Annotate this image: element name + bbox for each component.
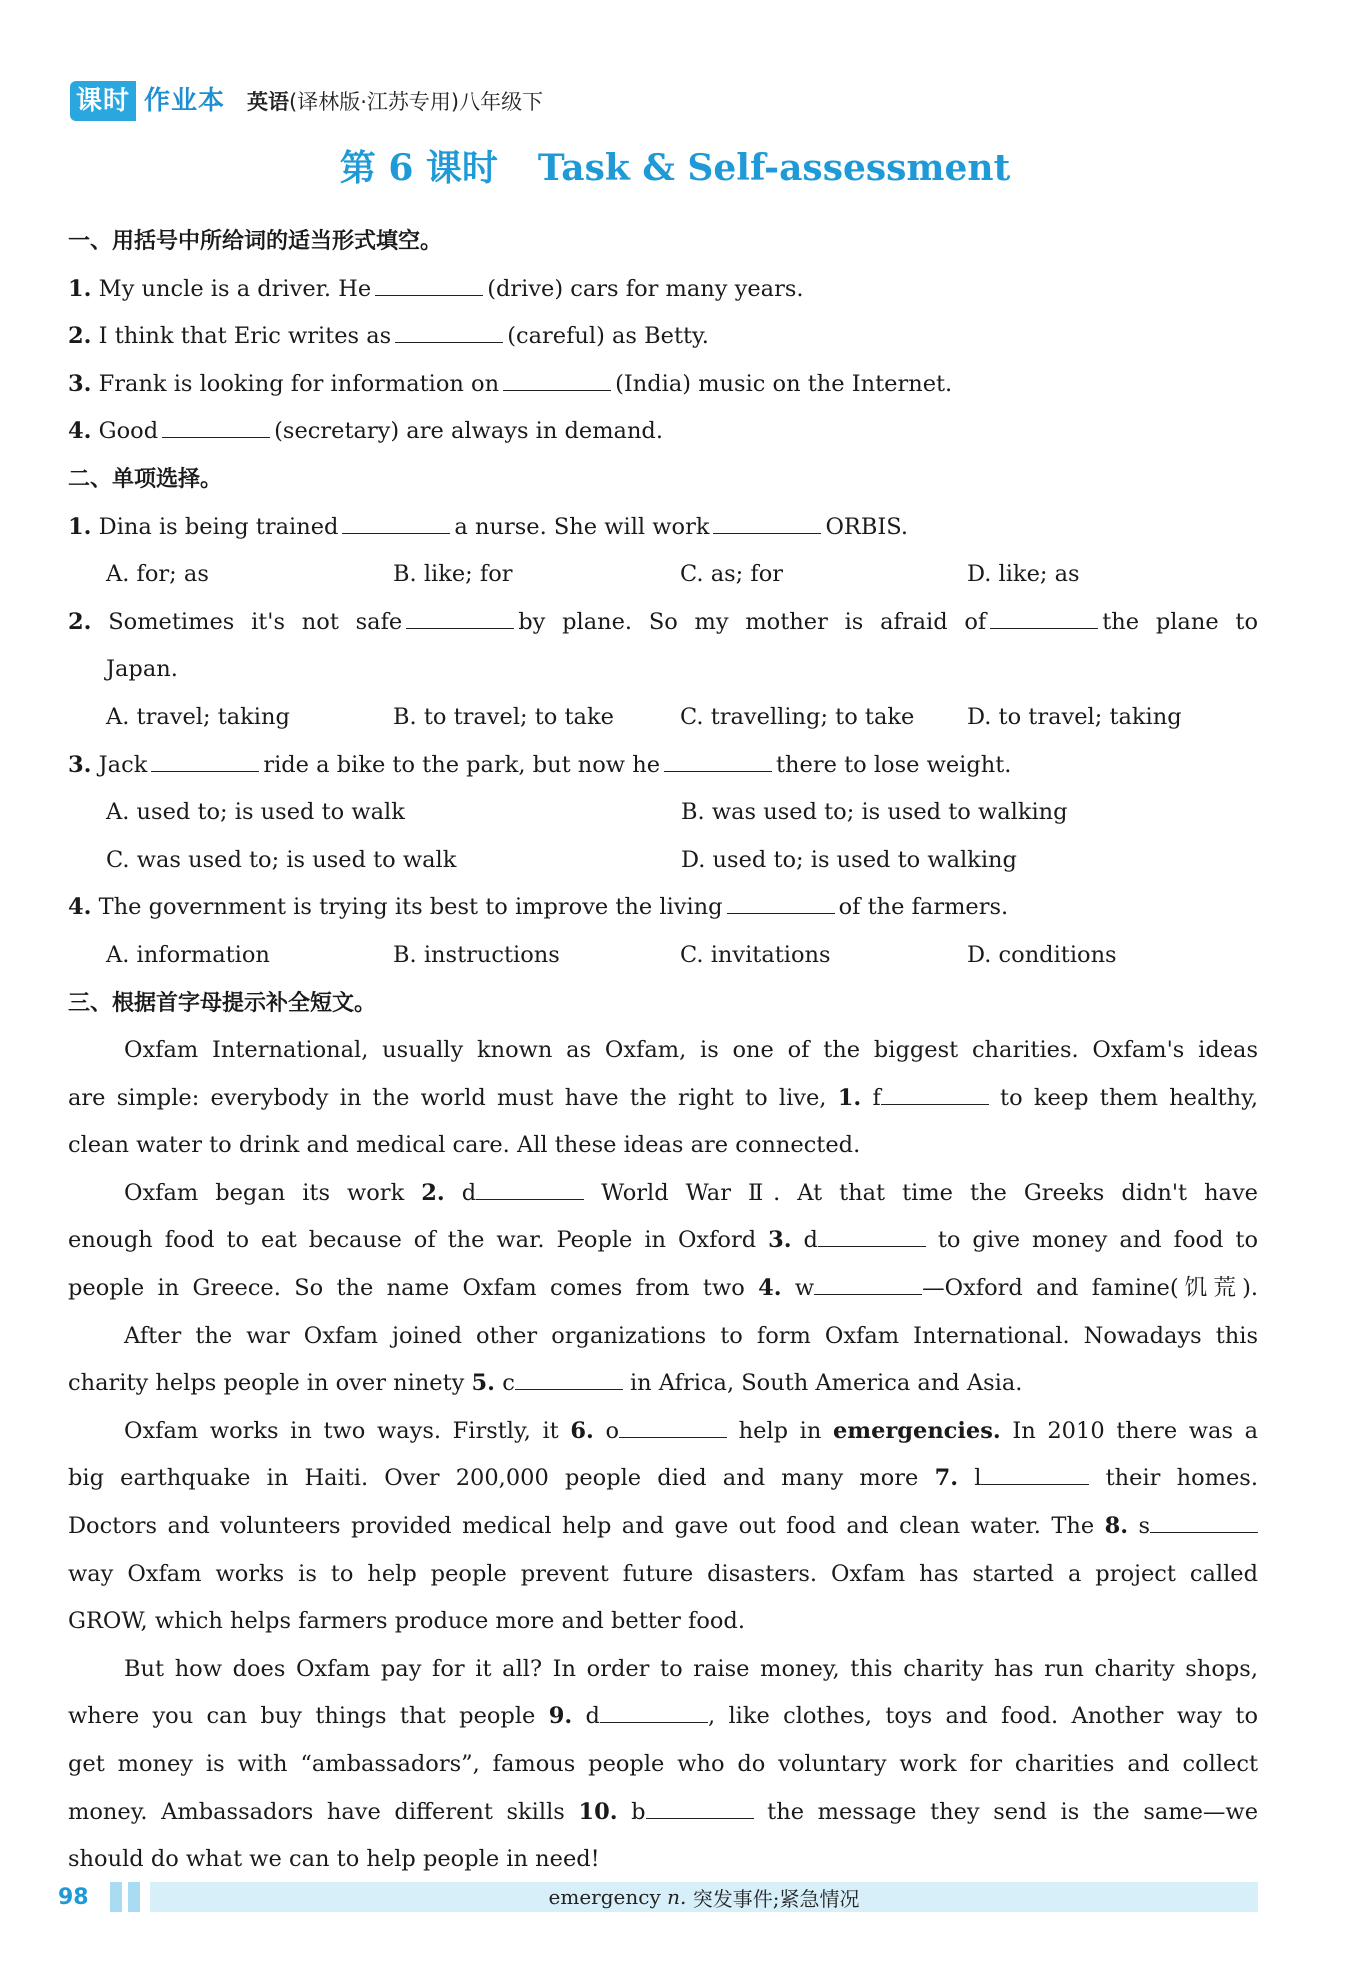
s1-item-1: 1. My uncle is a driver. He (drive) cars for many years.: [68, 266, 1258, 314]
glossary-meaning: 突发事件;紧急情况: [692, 1886, 860, 1911]
answer-blank[interactable]: [818, 1222, 926, 1247]
s2-q4-options: [68, 932, 1258, 980]
lesson-number: 第 6 课时: [339, 147, 498, 189]
passage-p2-line3: people in Greece. So the name Oxfam comes from two 4. w —Oxford and famine(饥荒).: [68, 1265, 1258, 1313]
answer-blank[interactable]: [981, 1460, 1089, 1485]
answer-blank[interactable]: [476, 1175, 584, 1200]
footer-glossary: [150, 1882, 1258, 1912]
brand-logo-part-a: 课时: [70, 81, 136, 121]
passage-p2-line2: enough food to eat because of the war. People in Oxford 3. d to give money and food to: [68, 1217, 1258, 1265]
option-d[interactable]: D. to travel; taking: [967, 703, 1182, 730]
s2-q2: 2. Sometimes it's not safe by plane. So my mother is afraid of the plane to: [68, 599, 1258, 647]
passage-p5-line1: But how does Oxfam pay for it all? In order to raise money, this charity has run charity shops,: [124, 1655, 1258, 1682]
answer-blank[interactable]: [881, 1080, 989, 1105]
s2-q3-options-row1: [68, 789, 1258, 837]
s1-item-4: 4. Good (secretary) are always in demand.: [68, 408, 1258, 456]
answer-blank[interactable]: [619, 1413, 727, 1438]
answer-blank[interactable]: [990, 604, 1098, 629]
option-a[interactable]: A. used to; is used to walk: [106, 799, 405, 826]
s2-q3: 3. Jack ride a bike to the park, but now he there to lose weight.: [68, 742, 1258, 790]
glossary-word: emergency: [548, 1885, 661, 1909]
passage-p1-line2: are simple: everybody in the world must have the right to live, 1. f to keep them healthy,: [68, 1075, 1258, 1123]
section-2-heading: 二、单项选择。: [68, 466, 223, 492]
page-number: 98: [58, 1884, 89, 1910]
answer-blank[interactable]: [515, 1365, 623, 1390]
s2-q2-cont: Japan.: [106, 656, 178, 683]
passage-p3-line2: charity helps people in over ninety 5. c in Africa, South America and Asia.: [68, 1360, 1258, 1408]
section-1-heading: 一、用括号中所给词的适当形式填空。: [68, 229, 443, 254]
passage-p4-line2: big earthquake in Haiti. Over 200,000 people died and many more 7. l their homes.: [68, 1455, 1258, 1503]
answer-blank[interactable]: [646, 1794, 754, 1819]
answer-blank[interactable]: [342, 509, 450, 534]
subject: 英语: [247, 90, 290, 114]
answer-blank[interactable]: [727, 889, 835, 914]
footer-bar-decoration: [128, 1882, 140, 1912]
answer-blank[interactable]: [395, 318, 503, 343]
passage-p5-line3: get money is with “ambassadors”, famous people who do voluntary work for charities and collect: [68, 1751, 1258, 1777]
s1-item-2: 2. I think that Eric writes as (careful) as Betty.: [68, 313, 1258, 361]
s2-q1-options: [68, 551, 1258, 599]
s2-q1: 1. Dina is being trained a nurse. She will work ORBIS.: [68, 504, 1258, 552]
option-a[interactable]: A. for; as: [106, 561, 209, 588]
passage-p1-line3: clean water to drink and medical care. All these ideas are connected.: [68, 1132, 861, 1159]
option-c[interactable]: C. was used to; is used to walk: [106, 846, 457, 873]
answer-blank[interactable]: [162, 413, 270, 438]
answer-blank[interactable]: [600, 1698, 708, 1723]
passage-p5-line2: where you can buy things that people 9. d , like clothes, toys and food. Another way to: [68, 1693, 1258, 1741]
option-a[interactable]: A. information: [106, 941, 270, 968]
passage-p2-line1: Oxfam began its work 2. d World War Ⅱ. At that time the Greeks didn't have: [68, 1170, 1258, 1218]
answer-blank[interactable]: [151, 747, 259, 772]
option-b[interactable]: B. instructions: [393, 941, 560, 968]
page-header: [70, 78, 543, 124]
s2-q3-options-row2: [68, 837, 1258, 885]
answer-blank[interactable]: [814, 1270, 922, 1295]
option-c[interactable]: C. invitations: [680, 941, 831, 968]
option-a[interactable]: A. travel; taking: [106, 703, 290, 730]
answer-blank[interactable]: [375, 271, 483, 296]
option-c[interactable]: C. as; for: [680, 561, 784, 588]
lesson-topic: Task & Self-assessment: [537, 147, 1011, 189]
section-3-heading: 三、根据首字母提示补全短文。: [68, 990, 377, 1016]
passage-p4-line1: Oxfam works in two ways. Firstly, it 6. o help in emergencies. In 2010 there was a: [68, 1408, 1258, 1456]
passage-p5-line4: money. Ambassadors have different skills 10. b the message they send is the same—we: [68, 1789, 1258, 1837]
answer-blank[interactable]: [713, 509, 821, 534]
brand-logo: [70, 81, 233, 121]
passage-p4-line3: Doctors and volunteers provided medical help and gave out food and clean water. The 8. s: [68, 1503, 1258, 1551]
page-footer: [58, 1880, 1258, 1914]
s1-item-3: 3. Frank is looking for information on (India) music on the Internet.: [68, 361, 1258, 409]
lesson-title: [0, 140, 1350, 191]
option-b[interactable]: B. to travel; to take: [393, 703, 614, 730]
option-c[interactable]: C. travelling; to take: [680, 703, 915, 730]
option-b[interactable]: B. like; for: [393, 561, 513, 588]
footer-bar-decoration: [110, 1882, 122, 1912]
passage-p1-line1: Oxfam International, usually known as Oxfam, is one of the biggest charities. Oxfam's ideas: [124, 1037, 1258, 1064]
s2-q2-options: [68, 694, 1258, 742]
brand-logo-part-b: 作业本: [144, 86, 226, 116]
answer-blank[interactable]: [406, 604, 514, 629]
passage-p4-line5: GROW, which helps farmers produce more and better food.: [68, 1608, 745, 1635]
glossary-pos: n.: [667, 1885, 687, 1909]
edition: (译林版·江苏专用)八年级下: [289, 90, 544, 114]
option-b[interactable]: B. was used to; is used to walking: [681, 799, 1068, 826]
passage-p4-line4: way Oxfam works is to help people prevent future disasters. Oxfam has started a project called: [68, 1560, 1258, 1587]
passage-p5-line5: should do what we can to help people in need!: [68, 1846, 600, 1873]
option-d[interactable]: D. like; as: [967, 561, 1080, 588]
worksheet-content: [68, 218, 1258, 1884]
answer-blank[interactable]: [503, 366, 611, 391]
answer-blank[interactable]: [664, 747, 772, 772]
book-info: [247, 86, 543, 116]
s2-q4: 4. The government is trying its best to improve the living of the farmers.: [68, 884, 1258, 932]
answer-blank[interactable]: [1150, 1508, 1258, 1533]
passage-p3-line1: After the war Oxfam joined other organizations to form Oxfam International. Nowadays this: [124, 1322, 1258, 1349]
option-d[interactable]: D. used to; is used to walking: [681, 846, 1017, 873]
option-d[interactable]: D. conditions: [967, 941, 1117, 968]
